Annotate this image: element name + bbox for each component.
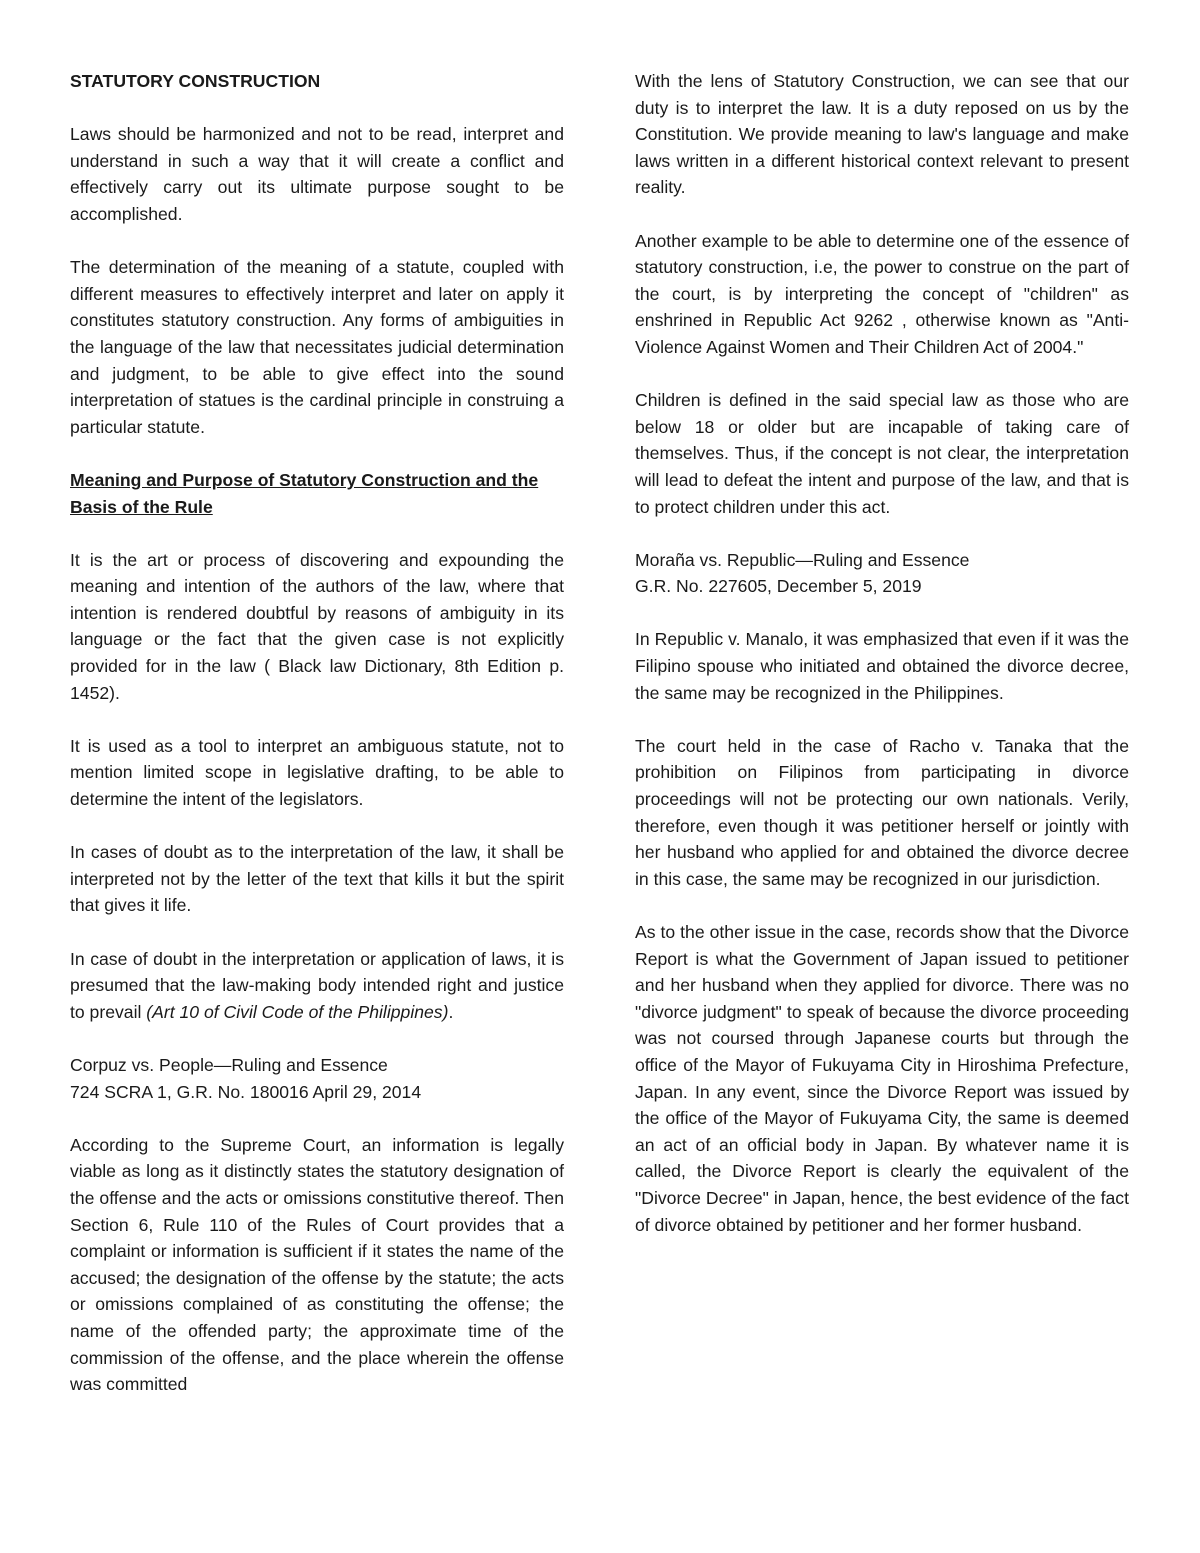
paragraph-tool-to-interpret: It is used as a tool to interpret an ambiguous statute, not to mention limited scope in legislative drafting, to be able to determine the intent of the legislators.	[70, 735, 564, 810]
paragraph-presumption-right-justice	[70, 946, 564, 1026]
case-citation: 724 SCRA 1, G.R. No. 180016 April 29, 2014	[70, 1081, 422, 1102]
case-citation: G.R. No. 227605, December 5, 2019	[635, 576, 922, 597]
section-heading: Meaning and Purpose of Statutory Construction and the Basis of the Rule	[70, 469, 539, 517]
paragraph-racho-v-tanaka: The court held in the case of Racho v. Tanaka that the prohibition on Filipinos from participating in divorce proceedings will not be protecting our own nationals. Verily, therefore, even though it was petitioner herself or jointly with her husband who applied for and obtained the divorce decree in this case, the same may be recognized in our jurisdiction.	[635, 735, 1129, 889]
paragraph-presumption-text: In case of doubt in the interpretation or application of laws, it is presumed that the law-making body intended right and justice to prevail	[70, 948, 564, 1022]
case-title: Moraña vs. Republic—Ruling and Essence	[635, 549, 970, 570]
paragraph-supreme-court-information: According to the Supreme Court, an information is legally viable as long as it distinctly states the statutory designation of the offense and the acts or omissions constitutive thereof. Then Section 6, Rule 110 of the Rules of Court provides that a complaint or information is sufficient if it states the name of the accused; the designation of the offense by the statute; the acts or omissions complained of as constituting the offense; the name of the offended party; the approximate time of the commission of the offense, and the place wherein the offense was committed	[70, 1134, 564, 1395]
paragraph-lens-of-statutory-construction: With the lens of Statutory Construction, we can see that our duty is to interpret the law. It is a duty reposed on us by the Constitution. We provide meaning to law's language and make laws written in a different historical context relevant to present reality.	[635, 71, 1129, 198]
document-title: STATUTORY CONSTRUCTION	[70, 71, 321, 91]
paragraph-children-defined: Children is defined in the said special law as those who are below 18 or older but are incapable of taking care of themselves. Thus, if the concept is not clear, the interpretation will lead to defeat the intent and purpose of the law, and that is to protect children under this act.	[635, 390, 1129, 517]
paragraph-determination-of-meaning: The determination of the meaning of a statute, coupled with different measures to effectively interpret and later on apply it constitutes statutory construction. Any forms of ambiguities in the language of the law that necessitates judicial determination and judgment, to be able to give effect into the sound interpretation of statues is the cardinal principle in construing a particular statute.	[70, 257, 564, 437]
case-morana-heading	[635, 547, 1129, 600]
paragraph-presumption-end: .	[448, 1001, 454, 1022]
paragraph-concept-of-children: Another example to be able to determine one of the essence of statutory construction, i.e, the power to construe on the part of the court, is by interpreting the concept of "children" as enshrined in Republic Act 9262 , otherwise known as "Anti-Violence Against Women and Their Children Act of 2004."	[635, 230, 1129, 357]
civil-code-citation: (Art 10 of Civil Code of the Philippines)	[146, 1001, 449, 1022]
case-title: Corpuz vs. People—Ruling and Essence	[70, 1054, 388, 1075]
paragraph-republic-v-manalo: In Republic v. Manalo, it was emphasized that even if it was the Filipino spouse who initiated and obtained the divorce decree, the same may be recognized in the Philippines.	[635, 629, 1129, 703]
paragraph-divorce-report: As to the other issue in the case, records show that the Divorce Report is what the Government of Japan issued to petitioner and her husband when they applied for divorce. There was no "divorce judgment" to speak of because the divorce proceeding was not coursed through Japanese courts but through the office of the Mayor of Fukuyama City in Hiroshima Prefecture, Japan. In any event, since the Divorce Report was issued by the office of the Mayor of Fukuyama City, the same is deemed an act of an official body in Japan. By whatever name it is called, the Divorce Report is clearly the equivalent of the "Divorce Decree" in Japan, hence, the best evidence of the fact of divorce obtained by petitioner and her former husband.	[635, 922, 1129, 1235]
paragraph-cases-of-doubt: In cases of doubt as to the interpretation of the law, it shall be interpreted not by the letter of the text that kills it but the spirit that gives it life.	[70, 842, 564, 916]
paragraph-art-or-process: It is the art or process of discovering and expounding the meaning and intention of the authors of the law, where that intention is rendered doubtful by reasons of ambiguity in its language or the fact that the given case is not explicitly provided for in the law ( Black law Dictionary, 8th Edition p. 1452).	[70, 549, 564, 703]
paragraph-harmonized-laws: Laws should be harmonized and not to be read, interpret and understand in such a way that it will create a conflict and effectively carry out its ultimate purpose sought to be accomplished.	[70, 124, 564, 224]
right-column	[635, 68, 1129, 1238]
left-column	[70, 68, 564, 1398]
case-corpuz-heading	[70, 1052, 564, 1105]
